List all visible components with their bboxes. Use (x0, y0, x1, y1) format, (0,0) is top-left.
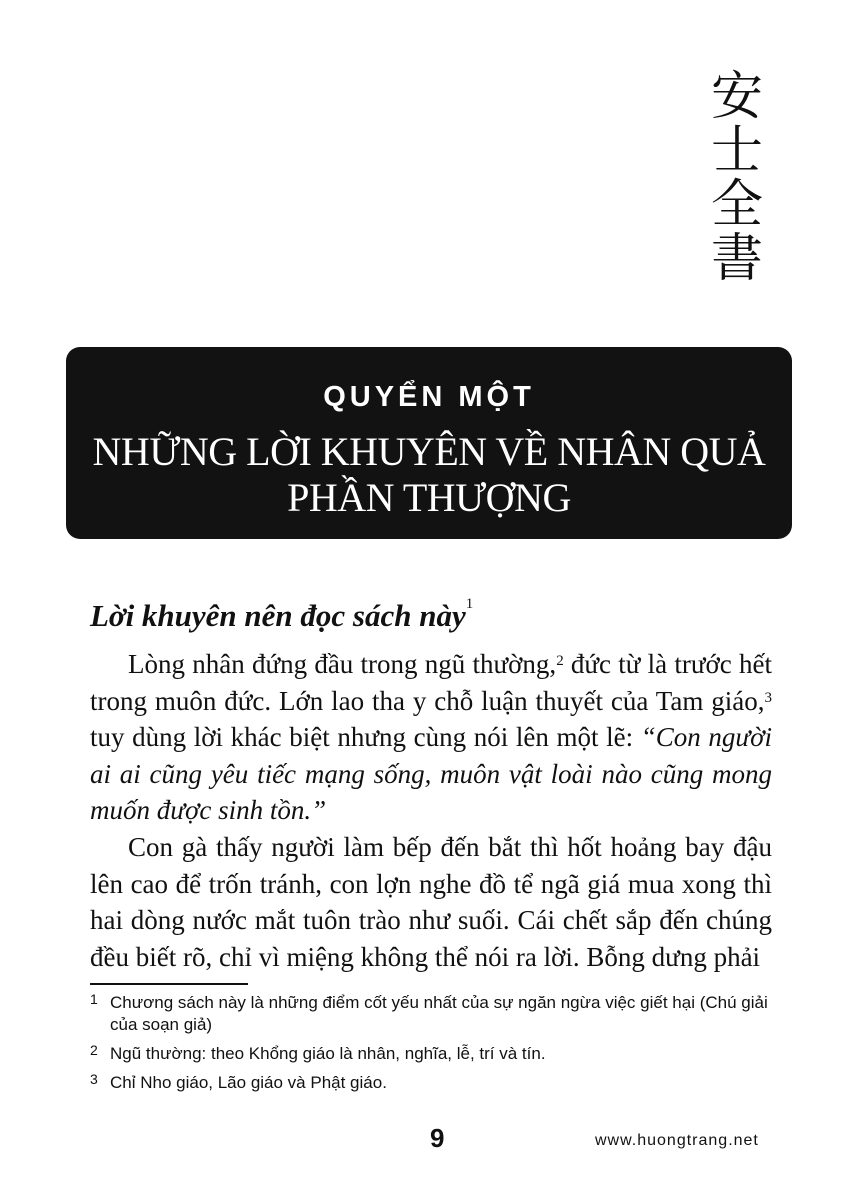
chinese-char-1: 安 (710, 67, 763, 127)
chinese-char-4: 書 (710, 229, 763, 289)
chinese-char-3: 全 (710, 175, 763, 235)
website-url: www.huongtrang.net (595, 1132, 759, 1149)
section-heading (90, 598, 473, 634)
footnote-divider (90, 983, 248, 985)
footnote-ref-3: 3 (764, 689, 772, 706)
footnote-3-text: Chỉ Nho giáo, Lão giáo và Phật giáo. (110, 1073, 387, 1092)
section-heading-text: Lời khuyên nên đọc sách này (90, 598, 466, 633)
paragraph-1 (90, 646, 772, 829)
chinese-char-2: 士 (710, 121, 763, 181)
footnote-1-text: Chương sách này là những điểm cốt yếu nhất của sự ngăn ngừa việc giết hại (Chú giải của soạn giả) (110, 993, 768, 1034)
chapter-title-line-1: NHỮNG LỜI KHUYÊN VỀ NHÂN QUẢ (92, 429, 766, 474)
footnote-2 (90, 1043, 790, 1065)
paragraph-1-part-1: Lòng nhân đứng đầu trong ngũ thường, (128, 649, 557, 679)
footnote-1 (90, 992, 790, 1036)
footnote-3-mark: 3 (90, 1071, 98, 1087)
chapter-title-line-2: PHẦN THƯỢNG (287, 475, 571, 520)
footnote-2-mark: 2 (90, 1042, 98, 1058)
footnote-2-text: Ngũ thường: theo Khổng giáo là nhân, nghĩa, lễ, trí và tín. (110, 1044, 546, 1063)
paragraph-2-text: Con gà thấy người làm bếp đến bắt thì hốt hoảng bay đậu lên cao để trốn tránh, con lợn nghe đồ tể ngã giá mua xong thì hai dòng nước mắt tuôn trào như suối. Cái chết sắp đến chúng đều biết rõ, chỉ vì miệng không thể nói ra lời. Bỗng dưng phải (90, 832, 772, 972)
footnotes (90, 992, 790, 1101)
chapter-banner (66, 347, 792, 539)
footnote-ref-2: 2 (556, 653, 564, 669)
chapter-title (66, 429, 792, 521)
paragraph-1-part-3: tuy dùng lời khác biệt nhưng cùng nói lên một lẽ: (90, 722, 641, 752)
footnote-3 (90, 1072, 790, 1094)
volume-label: QUYỂN MỘT (323, 381, 535, 413)
footnote-ref-1: 1 (465, 596, 474, 612)
paragraph-2 (90, 829, 772, 975)
page-number: 9 (430, 1123, 445, 1153)
paragraph-1-part-2: đức từ là trước hết trong muôn đức. Lớn lao tha y chỗ luận thuyết của Tam giáo, (90, 649, 772, 716)
paragraph-1-quote: “Con người ai ai cũng yêu tiếc mạng sống, muôn vật loài nào cũng mong muốn được sinh tồn.” (90, 722, 772, 825)
footnote-1-mark: 1 (90, 991, 98, 1007)
chinese-title (692, 67, 782, 289)
